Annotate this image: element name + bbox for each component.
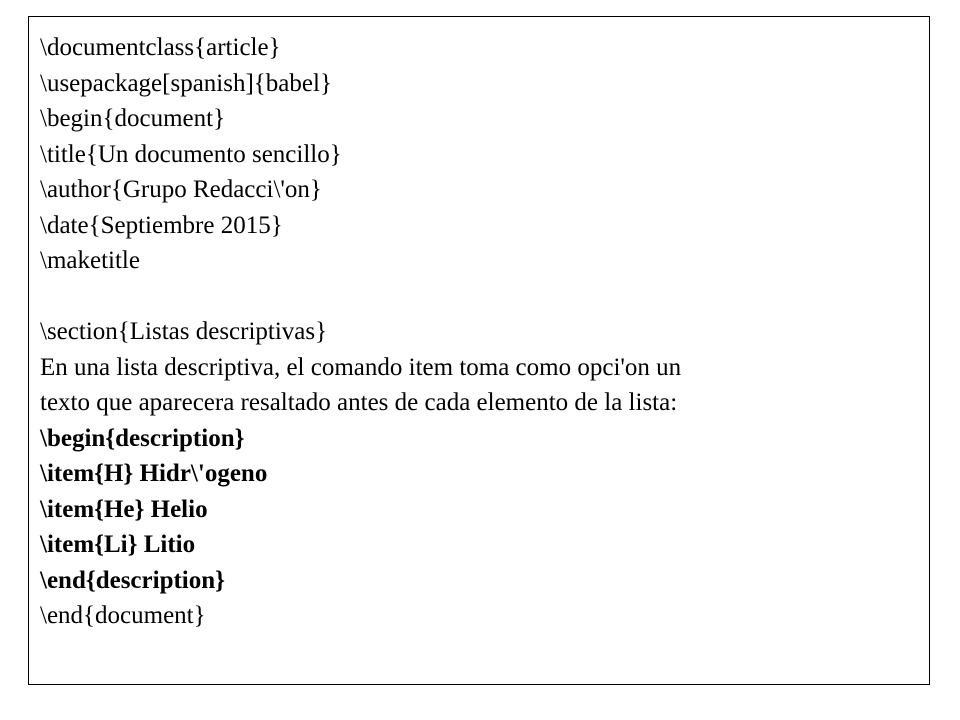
code-line-paragraph-2: texto que aparecera resaltado antes de cada elemento de la lista: xyxy=(40,389,678,416)
code-line-item-h: \item{H} Hidr\'ogeno xyxy=(40,460,268,487)
code-line-paragraph-1: En una lista descriptiva, el comando item toma como opci'on un xyxy=(40,353,682,381)
code-line-maketitle: \maketitle xyxy=(40,247,140,274)
code-line-section: \section{Listas descriptivas} xyxy=(40,318,328,345)
code-line-author: \author{Grupo Redacci\'on} xyxy=(40,176,322,203)
code-line-date: \date{Septiembre 2015} xyxy=(40,211,283,239)
code-line-documentclass: \documentclass{article} xyxy=(40,34,281,61)
code-line-blank xyxy=(40,279,929,315)
latex-code-box xyxy=(28,16,930,685)
code-line-begin-description: \begin{description} xyxy=(40,424,245,452)
code-line-begin-document: \begin{document} xyxy=(40,105,226,132)
code-line-title: \title{Un documento sencillo} xyxy=(40,140,342,168)
code-line-item-li: \item{Li} Litio xyxy=(40,531,196,558)
code-line-end-description: \end{description} xyxy=(40,566,225,594)
code-line-end-document: \end{document} xyxy=(40,602,206,629)
code-line-item-he: \item{He} Helio xyxy=(40,495,208,523)
code-line-usepackage: \usepackage[spanish]{babel} xyxy=(40,69,332,97)
